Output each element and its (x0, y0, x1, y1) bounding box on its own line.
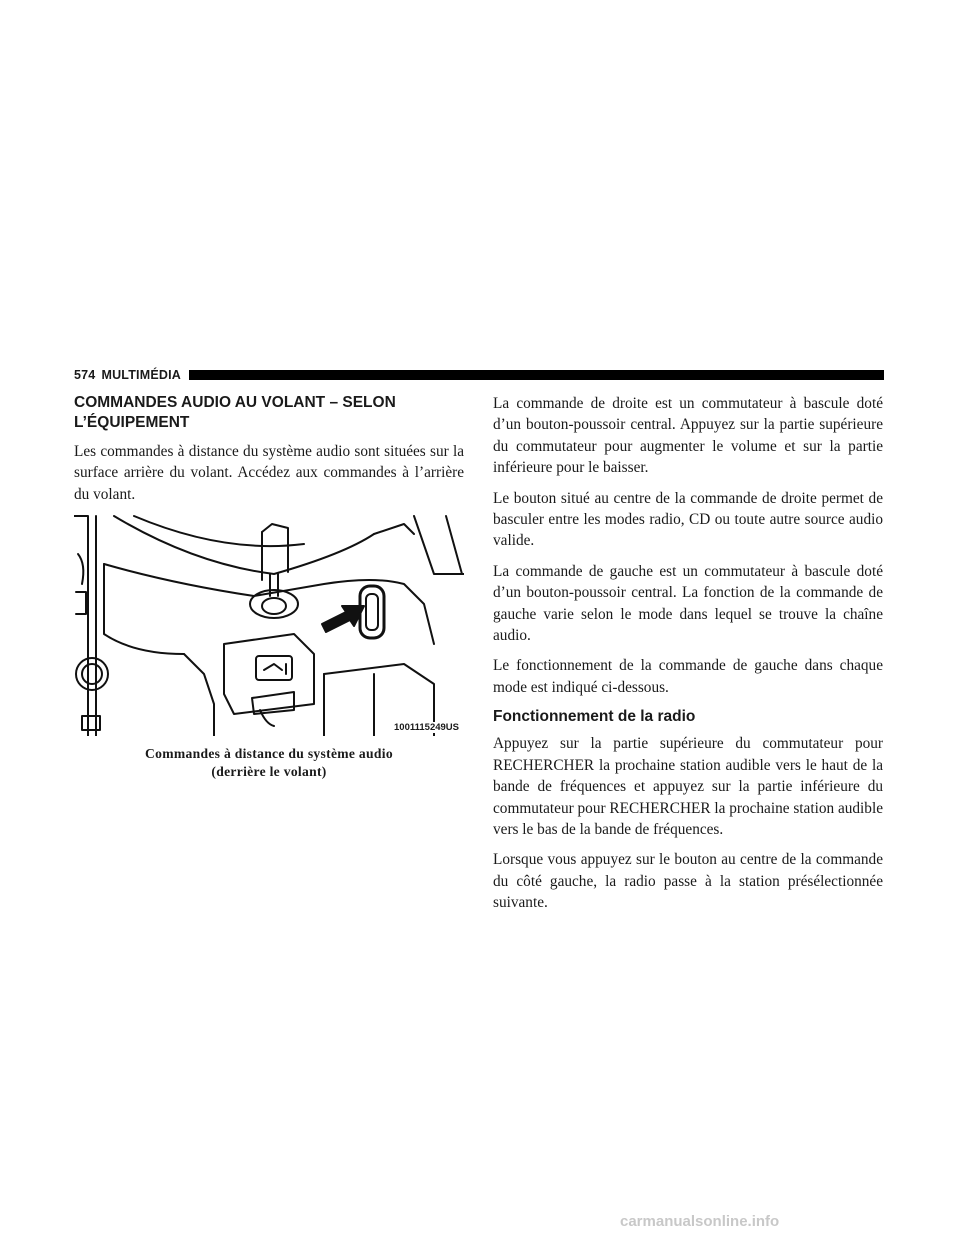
section-heading: COMMANDES AUDIO AU VOLANT – SELON L’ÉQUIPEMENT (74, 394, 396, 431)
page-number: 574 (74, 368, 96, 382)
paragraph-right-control: La commande de droite est un commutateur à bascule doté d’un bouton-poussoir central. Appuyez sur la partie supérieure du commutateur pour augmenter le volume et sur la partie inférieure pour le baisser. (493, 395, 883, 477)
steering-controls-illustration (74, 514, 464, 736)
page-header (74, 364, 884, 386)
caption-line-1: Commandes à distance du système audio (145, 746, 393, 762)
right-column (493, 393, 883, 923)
paragraph-center-button: Le bouton situé au centre de la commande de droite permet de basculer entre les modes radio, CD ou toute autre source audio valide. (493, 489, 883, 550)
subheading-radio: Fonctionnement de la radio (493, 708, 696, 726)
line-drawing (74, 514, 464, 736)
figure-code: 1001115249US (394, 722, 459, 734)
left-column (74, 393, 464, 781)
header-rule (189, 370, 884, 380)
paragraph-left-control: La commande de gauche est un commutateur à bascule doté d’un bouton-poussoir central. La fonction de la commande de gauche varie selon le mode dans lequel se trouve la chaîne audio. (493, 562, 883, 645)
paragraph-seek: Appuyez sur la partie supérieure du commutateur pour RECHERCHER la prochaine station audible vers le haut de la bande de fréquences et appuyez sur la partie inférieure du commutateur pour RECHERCHER la prochaine station audible vers le bas de la bande de fréquences. (493, 735, 883, 838)
caption-line-2: (derrière le volant) (211, 764, 327, 780)
paragraph-modes: Le fonctionnement de la commande de gauche dans chaque mode est indiqué ci-dessous. (493, 657, 883, 696)
figure-caption (74, 745, 464, 781)
paragraph-preset: Lorsque vous appuyez sur le bouton au centre de la commande du côté gauche, la radio passe à la station présélectionnée suivante. (493, 851, 883, 912)
watermark: carmanualsonline.info (620, 1213, 780, 1230)
intro-paragraph: Les commandes à distance du système audio sont situées sur la surface arrière du volant. Accédez aux commandes à l’arrière du volant. (74, 443, 464, 503)
running-head (74, 368, 181, 382)
section-title: MULTIMÉDIA (101, 368, 182, 382)
